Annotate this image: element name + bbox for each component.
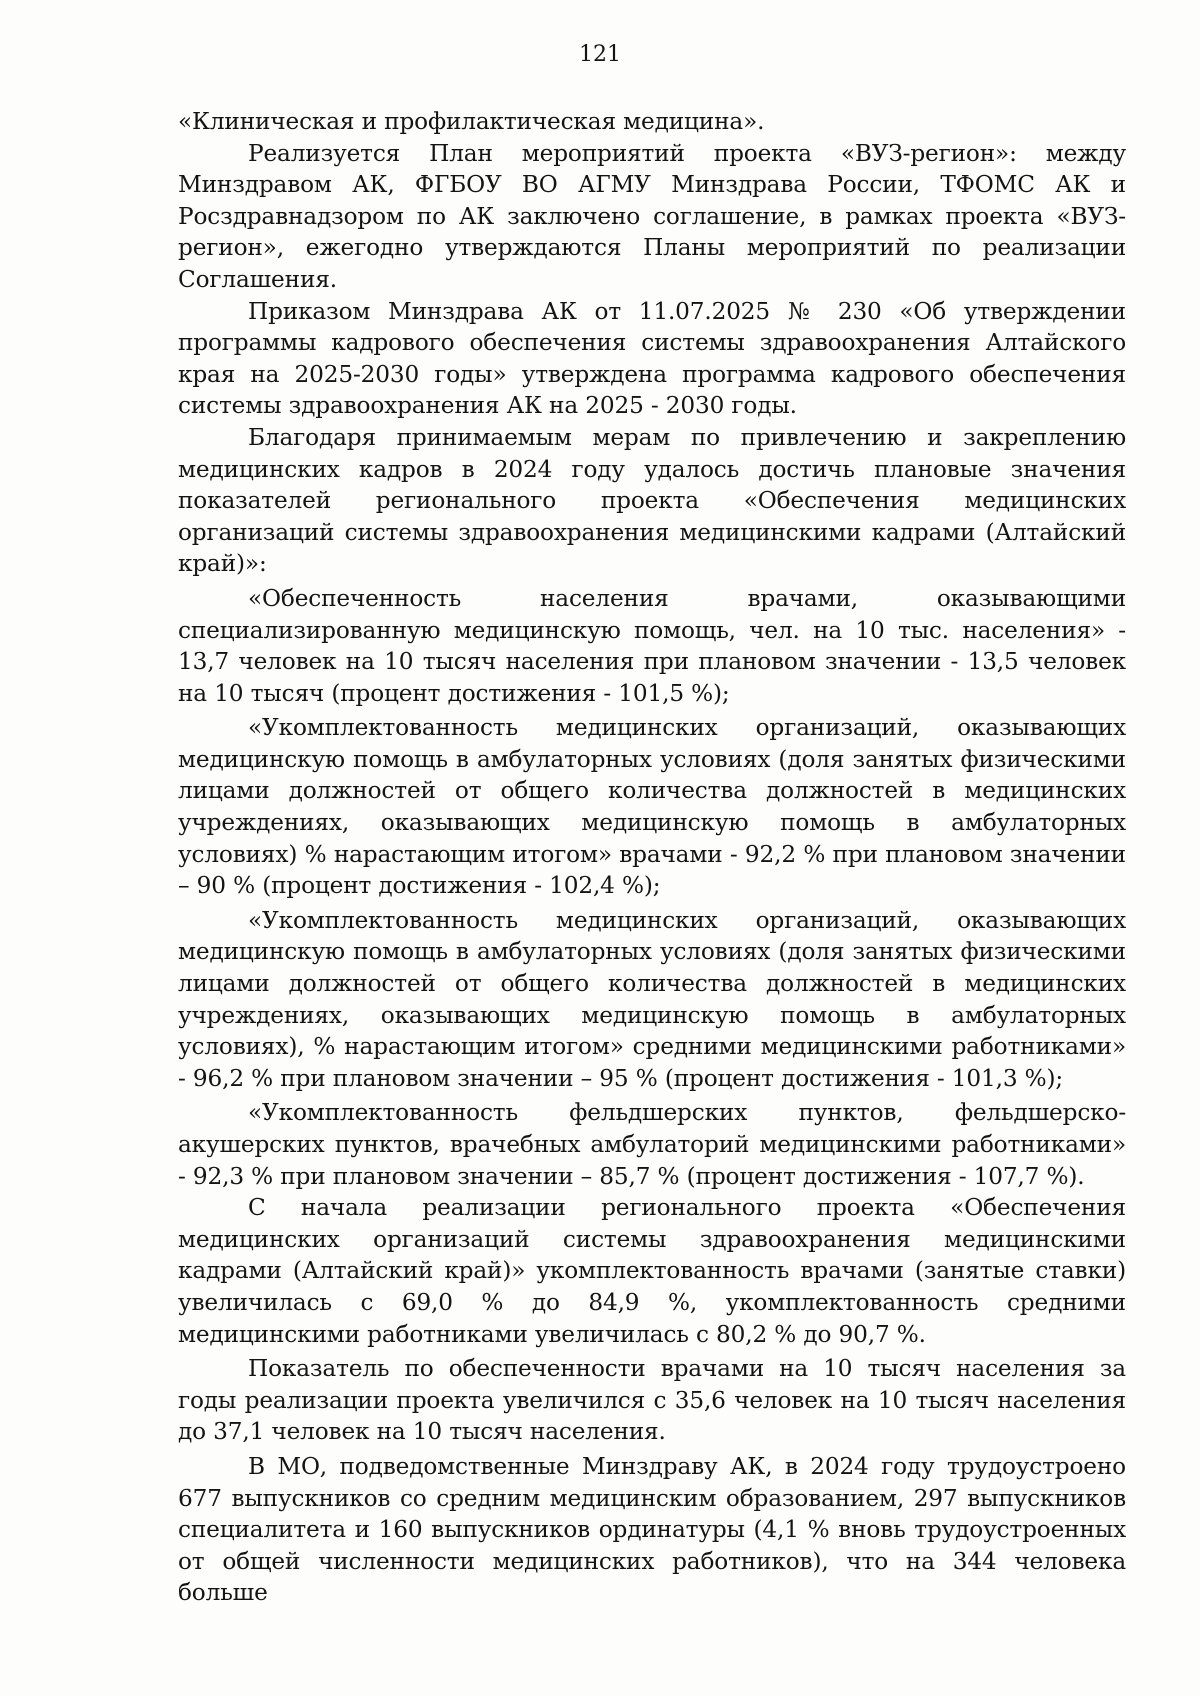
paragraph-continuation: «Клиническая и профилактическая медицина». — [178, 108, 765, 135]
page-number: 121 — [579, 42, 621, 67]
paragraph-indicator-ambulatory-nurses: «Укомплектованность медицинских организаций, оказывающих медицинскую помощь в амбулаторных условиях (доля занятых физическими лицами должностей от общего количества должностей в медицинских учреждениях, оказывающих медицинскую помощь в амбулаторных условиях), % нарастающим итогом» средними медицинскими работниками» - 96,2 % при плановом значении – 95 % (процент достижения - 101,3 %); — [178, 906, 1126, 1092]
paragraph-vuz-region: Реализуется План мероприятий проекта «ВУЗ-регион»: между Минздравом АК, ФГБОУ ВО АГМУ Минздрава России, ТФОМС АК и Росздравнадзором по АК заключено соглашение, в рамках проекта «ВУЗ-регион», ежегодно утверждаются Планы мероприятий по реализации Соглашения. — [178, 139, 1126, 293]
document-body — [178, 106, 1126, 1609]
paragraph-graduates-employed: В МО, подведомственные Минздраву АК, в 2024 году трудоустроено 677 выпускников со средним медицинским образованием, 297 выпускников специалитета и 160 выпускников ординатуры (4,1 % вновь трудоустроенных от общей численности медицинских работников), что на 344 человека больше — [178, 1452, 1126, 1607]
paragraph-indicator-ambulatory-doctors: «Укомплектованность медицинских организаций, оказывающих медицинскую помощь в амбулаторных условиях (доля занятых физическими лицами должностей от общего количества должностей в медицинских учреждениях, оказывающих медицинскую помощь в амбулаторных условиях) % нарастающим итогом» врачами - 92,2 % при плановом значении – 90 % (процент достижения - 102,4 %); — [178, 714, 1126, 900]
paragraph-indicator-specialized-care: «Обеспеченность населения врачами, оказывающими специализированную медицинскую помощь, чел. на 10 тыс. населения» - 13,7 человек на 10 тысяч населения при плановом значении - 13,5 человек на 10 тысяч (процент достижения - 101,5 %); — [178, 584, 1126, 707]
paragraph-indicator-feldsher-points: «Укомплектованность фельдшерских пунктов, фельдшерско-акушерских пунктов, врачебных амбулаторий медицинскими работниками» - 92,3 % при плановом значении – 85,7 % (процент достижения - 107,7 %). — [178, 1099, 1126, 1190]
paragraph-regional-project: Благодаря принимаемым мерам по привлечению и закреплению медицинских кадров в 2024 году удалось достичь плановые значения показателей регионального проекта «Обеспечения медицинских организаций системы здравоохранения медицинскими кадрами (Алтайский край)»: — [178, 423, 1126, 578]
paragraph-staffing-growth: С начала реализации регионального проекта «Обеспечения медицинских организаций системы здравоохранения медицинскими кадрами (Алтайский край)» укомплектованность врачами (занятые ставки) увеличилась с 69,0 % до 84,9 %, укомплектованность средними медицинскими работниками увеличилась с 80,2 % до 90,7 %. — [178, 1194, 1126, 1348]
paragraph-order-230: Приказом Минздрава АК от 11.07.2025 № 230 «Об утверждении программы кадрового обеспечения системы здравоохранения Алтайского края на 2025-2030 годы» утверждена программа кадрового обеспечения системы здравоохранения АК на 2025 - 2030 годы. — [178, 297, 1126, 420]
paragraph-doctors-per-10k: Показатель по обеспеченности врачами на 10 тысяч населения за годы реализации проекта увеличился с 35,6 человек на 10 тысяч населения до 37,1 человек на 10 тысяч населения. — [178, 1355, 1126, 1446]
